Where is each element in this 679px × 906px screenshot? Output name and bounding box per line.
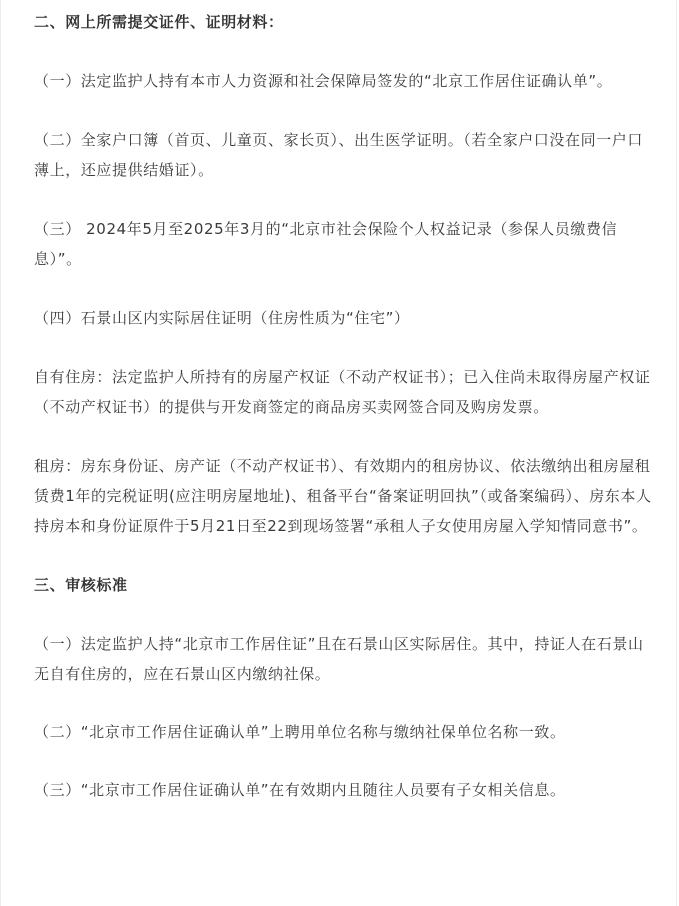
- review-item-1: （一）法定监护人持“北京市工作居住证”且在石景山区实际居住。其中，持证人在石景山无自有住房的，应在石景山区内缴纳社保。: [34, 635, 644, 683]
- spacer: [34, 96, 652, 125]
- article-body: [34, 7, 652, 805]
- spacer: [34, 37, 652, 66]
- materials-item-1: （一）法定监护人持有本市人力资源和社会保障局签发的“北京工作居住证确认单”。: [34, 72, 613, 90]
- spacer: [34, 185, 652, 214]
- spacer: [34, 600, 652, 629]
- spacer: [34, 333, 652, 362]
- own-housing-paragraph: 自有住房：法定监护人所持有的房屋产权证（不动产权证书）；已入住尚未取得房屋产权证（不动产权证书）的提供与开发商签定的商品房买卖网签合同及购房发票。: [34, 368, 651, 416]
- spacer: [34, 689, 652, 717]
- section-heading-materials: 二、网上所需提交证件、证明材料：: [34, 13, 284, 31]
- spacer: [34, 274, 652, 303]
- spacer: [34, 747, 652, 775]
- materials-item-4: （四）石景山区内实际居住证明（住房性质为“住宅”）: [34, 309, 410, 327]
- rental-housing-paragraph: 租房：房东身份证、房产证（不动产权证书）、有效期内的租房协议、依法缴纳出租房屋租赁费1年的完税证明(应注明房屋地址)、租备平台“备案证明回执”（或备案编码）、房东本人持房本和身份证原件于5月21日至22到现场签署“承租人子女使用房屋入学知情同意书”。: [34, 457, 652, 535]
- review-item-3: （三）“北京市工作居住证确认单”在有效期内且随往人员要有子女相关信息。: [34, 781, 566, 799]
- spacer: [34, 541, 652, 570]
- materials-item-2: （二）全家户口簿（首页、儿童页、家长页）、出生医学证明。（若全家户口没在同一户口薄上，还应提供结婚证）。: [34, 131, 644, 179]
- spacer: [34, 422, 652, 451]
- materials-item-3: （三） 2024年5月至2025年3月的“北京市社会保险个人权益记录（参保人员缴费信息）”。: [34, 220, 618, 268]
- review-item-2: （二）“北京市工作居住证确认单”上聘用单位名称与缴纳社保单位名称一致。: [34, 723, 566, 741]
- section-heading-review-standards: 三、审核标准: [34, 576, 128, 594]
